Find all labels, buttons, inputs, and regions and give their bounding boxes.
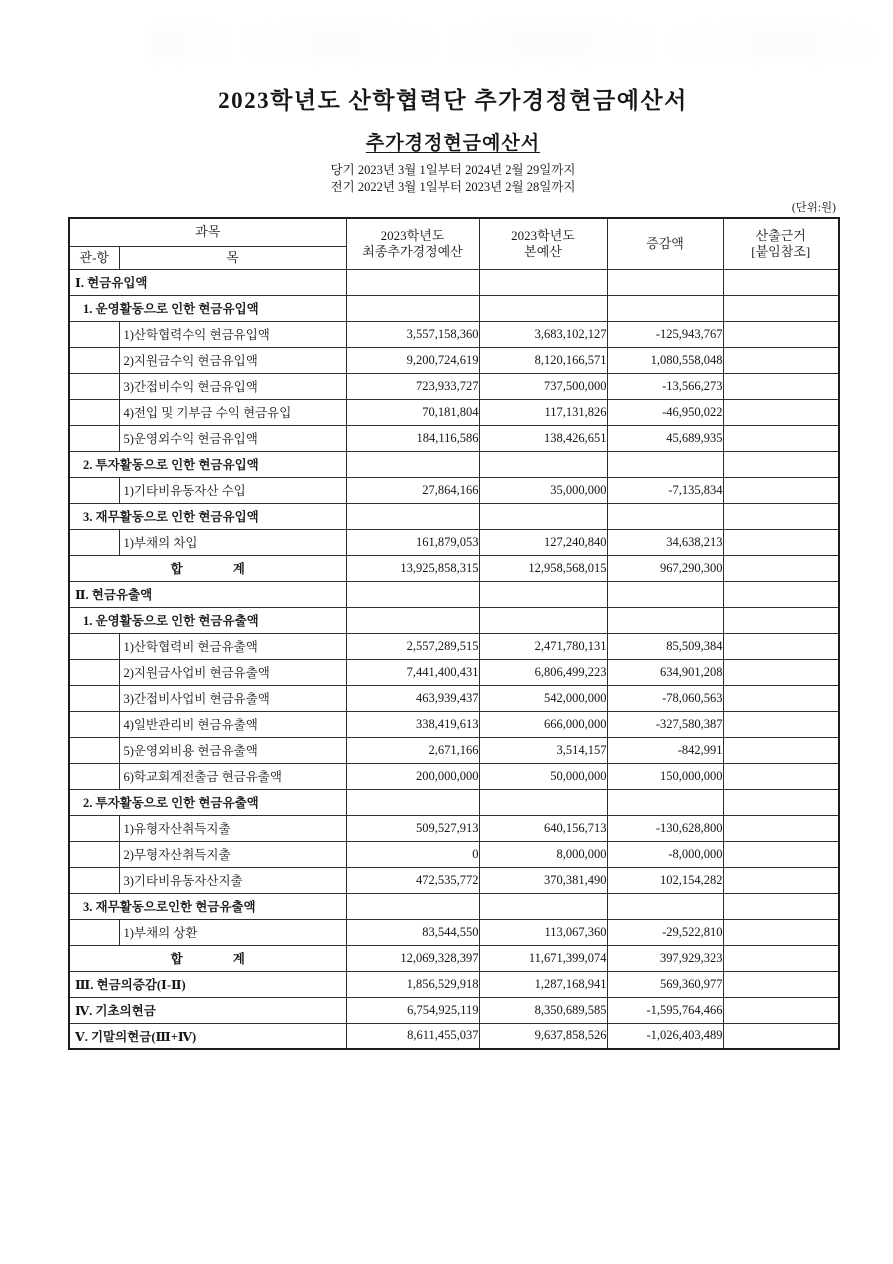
- change-amount-cell: 1,080,558,048: [607, 347, 723, 373]
- gwan-hang-cell: [69, 373, 119, 399]
- final-budget-amount-cell: 8,611,455,037: [346, 1023, 479, 1049]
- final-budget-amount-cell: [346, 269, 479, 295]
- final-budget-amount-cell: 7,441,400,431: [346, 659, 479, 685]
- original-budget-amount-cell: 8,000,000: [479, 841, 607, 867]
- row-label-cell: 3)간접비수익 현금유입액: [119, 373, 346, 399]
- original-budget-amount-cell: 640,156,713: [479, 815, 607, 841]
- header-change: 증감액: [607, 218, 723, 269]
- change-amount-cell: 967,290,300: [607, 555, 723, 581]
- header-final-budget: [346, 218, 479, 269]
- basis-cell: [723, 581, 839, 607]
- row-label-cell: 2. 투자활동으로 인한 현금유출액: [69, 789, 346, 815]
- table-row: [69, 1023, 839, 1049]
- table-row: [69, 295, 839, 321]
- table-row: [69, 893, 839, 919]
- row-label-cell: 1)기타비유동자산 수입: [119, 477, 346, 503]
- original-budget-amount-cell: 117,131,826: [479, 399, 607, 425]
- table-row: [69, 607, 839, 633]
- basis-cell: [723, 685, 839, 711]
- final-budget-amount-cell: 6,754,925,119: [346, 997, 479, 1023]
- table-row: [69, 867, 839, 893]
- original-budget-amount-cell: 12,958,568,015: [479, 555, 607, 581]
- original-budget-amount-cell: 1,287,168,941: [479, 971, 607, 997]
- table-row: [69, 945, 839, 971]
- gwan-hang-cell: [69, 529, 119, 555]
- change-amount-cell: [607, 607, 723, 633]
- table-row: [69, 581, 839, 607]
- final-budget-amount-cell: 2,557,289,515: [346, 633, 479, 659]
- document-title: 2023학년도 산학협력단 추가경정현금예산서: [218, 88, 688, 113]
- gwan-hang-cell: [69, 815, 119, 841]
- basis-cell: [723, 867, 839, 893]
- table-row: [69, 763, 839, 789]
- change-amount-cell: [607, 789, 723, 815]
- change-amount-cell: 634,901,208: [607, 659, 723, 685]
- final-budget-amount-cell: 463,939,437: [346, 685, 479, 711]
- header-original-budget-line1: 2023학년도: [511, 227, 575, 243]
- original-budget-amount-cell: [479, 893, 607, 919]
- change-amount-cell: [607, 581, 723, 607]
- original-budget-amount-cell: 138,426,651: [479, 425, 607, 451]
- final-budget-amount-cell: [346, 295, 479, 321]
- final-budget-amount-cell: 200,000,000: [346, 763, 479, 789]
- row-label-cell: 1)부채의 차입: [119, 529, 346, 555]
- table-row: [69, 269, 839, 295]
- gwan-hang-cell: [69, 867, 119, 893]
- change-amount-cell: -78,060,563: [607, 685, 723, 711]
- change-amount-cell: -1,026,403,489: [607, 1023, 723, 1049]
- change-amount-cell: -8,000,000: [607, 841, 723, 867]
- basis-cell: [723, 763, 839, 789]
- gwan-hang-cell: [69, 685, 119, 711]
- change-amount-cell: [607, 295, 723, 321]
- basis-cell: [723, 451, 839, 477]
- final-budget-amount-cell: 723,933,727: [346, 373, 479, 399]
- final-budget-amount-cell: 3,557,158,360: [346, 321, 479, 347]
- original-budget-amount-cell: 6,806,499,223: [479, 659, 607, 685]
- basis-cell: [723, 607, 839, 633]
- row-label-cell: 3. 재무활동으로 인한 현금유입액: [69, 503, 346, 529]
- original-budget-amount-cell: 8,350,689,585: [479, 997, 607, 1023]
- basis-cell: [723, 893, 839, 919]
- header-basis-line1: 산출근거: [755, 227, 806, 243]
- budget-table: [68, 217, 840, 1050]
- row-label-cell: 3. 재무활동으로인한 현금유출액: [69, 893, 346, 919]
- original-budget-amount-cell: [479, 451, 607, 477]
- change-amount-cell: -842,991: [607, 737, 723, 763]
- basis-cell: [723, 425, 839, 451]
- row-label-cell: 1. 운영활동으로 인한 현금유출액: [69, 607, 346, 633]
- row-label-cell: 2)무형자산취득지출: [119, 841, 346, 867]
- header-gwan-hang: 관-항: [69, 246, 119, 269]
- basis-cell: [723, 555, 839, 581]
- period-block: [68, 162, 838, 196]
- basis-cell: [723, 503, 839, 529]
- final-budget-amount-cell: [346, 893, 479, 919]
- row-label-cell: 1)유형자산취득지출: [119, 815, 346, 841]
- basis-cell: [723, 841, 839, 867]
- table-row: [69, 347, 839, 373]
- gwan-hang-cell: [69, 841, 119, 867]
- final-budget-amount-cell: [346, 503, 479, 529]
- header-final-budget-line2: 최종추가경정예산: [362, 243, 463, 259]
- row-label-cell: 합 계: [69, 555, 346, 581]
- original-budget-amount-cell: 8,120,166,571: [479, 347, 607, 373]
- gwan-hang-cell: [69, 321, 119, 347]
- change-amount-cell: [607, 893, 723, 919]
- basis-cell: [723, 1023, 839, 1049]
- row-label-cell: 1)부채의 상환: [119, 919, 346, 945]
- table-row: [69, 399, 839, 425]
- basis-cell: [723, 347, 839, 373]
- gwan-hang-cell: [69, 659, 119, 685]
- change-amount-cell: -327,580,387: [607, 711, 723, 737]
- change-amount-cell: 85,509,384: [607, 633, 723, 659]
- basis-cell: [723, 659, 839, 685]
- change-amount-cell: -130,628,800: [607, 815, 723, 841]
- row-label-cell: 5)운영외수익 현금유입액: [119, 425, 346, 451]
- row-label-cell: 4)일반관리비 현금유출액: [119, 711, 346, 737]
- basis-cell: [723, 295, 839, 321]
- basis-cell: [723, 789, 839, 815]
- row-label-cell: 3)간접비사업비 현금유출액: [119, 685, 346, 711]
- final-budget-amount-cell: 27,864,166: [346, 477, 479, 503]
- row-label-cell: 6)학교회계전출금 현금유출액: [119, 763, 346, 789]
- row-label-cell: Ⅰ. 현금유입액: [69, 269, 346, 295]
- row-label-cell: 4)전입 및 기부금 수익 현금유입: [119, 399, 346, 425]
- original-budget-amount-cell: [479, 269, 607, 295]
- gwan-hang-cell: [69, 425, 119, 451]
- gwan-hang-cell: [69, 477, 119, 503]
- table-row: [69, 789, 839, 815]
- basis-cell: [723, 971, 839, 997]
- change-amount-cell: 150,000,000: [607, 763, 723, 789]
- change-amount-cell: [607, 503, 723, 529]
- table-row: [69, 685, 839, 711]
- change-amount-cell: 569,360,977: [607, 971, 723, 997]
- row-label-cell: 1. 운영활동으로 인한 현금유입액: [69, 295, 346, 321]
- change-amount-cell: -46,950,022: [607, 399, 723, 425]
- gwan-hang-cell: [69, 347, 119, 373]
- basis-cell: [723, 919, 839, 945]
- table-row: [69, 477, 839, 503]
- change-amount-cell: 102,154,282: [607, 867, 723, 893]
- table-row: [69, 737, 839, 763]
- row-label-cell: Ⅲ. 현금의증감(Ⅰ-Ⅱ): [69, 971, 346, 997]
- row-label-cell: 5)운영외비용 현금유출액: [119, 737, 346, 763]
- change-amount-cell: 34,638,213: [607, 529, 723, 555]
- original-budget-amount-cell: 370,381,490: [479, 867, 607, 893]
- gwan-hang-cell: [69, 763, 119, 789]
- basis-cell: [723, 737, 839, 763]
- original-budget-amount-cell: [479, 607, 607, 633]
- original-budget-amount-cell: [479, 295, 607, 321]
- change-amount-cell: [607, 269, 723, 295]
- final-budget-amount-cell: 2,671,166: [346, 737, 479, 763]
- final-budget-amount-cell: 338,419,613: [346, 711, 479, 737]
- change-amount-cell: -29,522,810: [607, 919, 723, 945]
- table-row: [69, 971, 839, 997]
- budget-table-body: [69, 269, 839, 1049]
- final-budget-amount-cell: [346, 451, 479, 477]
- original-budget-amount-cell: 542,000,000: [479, 685, 607, 711]
- change-amount-cell: 45,689,935: [607, 425, 723, 451]
- final-budget-amount-cell: 509,527,913: [346, 815, 479, 841]
- basis-cell: [723, 529, 839, 555]
- row-label-cell: 3)기타비유동자산지출: [119, 867, 346, 893]
- gwan-hang-cell: [69, 633, 119, 659]
- final-budget-amount-cell: 9,200,724,619: [346, 347, 479, 373]
- original-budget-amount-cell: [479, 581, 607, 607]
- row-label-cell: 2)지원금사업비 현금유출액: [119, 659, 346, 685]
- basis-cell: [723, 945, 839, 971]
- gwan-hang-cell: [69, 399, 119, 425]
- change-amount-cell: 397,929,323: [607, 945, 723, 971]
- original-budget-amount-cell: [479, 789, 607, 815]
- final-budget-amount-cell: 70,181,804: [346, 399, 479, 425]
- basis-cell: [723, 373, 839, 399]
- original-budget-amount-cell: 737,500,000: [479, 373, 607, 399]
- table-row: [69, 997, 839, 1023]
- original-budget-amount-cell: 50,000,000: [479, 763, 607, 789]
- header-original-budget-line2: 본예산: [524, 243, 562, 259]
- original-budget-amount-cell: 127,240,840: [479, 529, 607, 555]
- table-row: [69, 451, 839, 477]
- final-budget-amount-cell: 1,856,529,918: [346, 971, 479, 997]
- original-budget-amount-cell: 11,671,399,074: [479, 945, 607, 971]
- gwan-hang-cell: [69, 711, 119, 737]
- final-budget-amount-cell: 13,925,858,315: [346, 555, 479, 581]
- header-basis-line2: [붙임참조]: [751, 243, 811, 259]
- basis-cell: [723, 321, 839, 347]
- document-subtitle: 추가경정현금예산서: [365, 133, 541, 154]
- final-budget-amount-cell: 472,535,772: [346, 867, 479, 893]
- row-label-cell: 2)지원금수익 현금유입액: [119, 347, 346, 373]
- row-label-cell: 1)산학협력비 현금유출액: [119, 633, 346, 659]
- row-label-cell: 2. 투자활동으로 인한 현금유입액: [69, 451, 346, 477]
- table-row: [69, 815, 839, 841]
- period-previous: 전기 2022년 3월 1일부터 2023년 2월 28일까지: [330, 180, 576, 194]
- basis-cell: [723, 477, 839, 503]
- final-budget-amount-cell: 12,069,328,397: [346, 945, 479, 971]
- header-basis: [723, 218, 839, 269]
- row-label-cell: 합 계: [69, 945, 346, 971]
- original-budget-amount-cell: 35,000,000: [479, 477, 607, 503]
- table-row: [69, 633, 839, 659]
- header-mok: 목: [119, 246, 346, 269]
- row-label-cell: Ⅳ. 기초의현금: [69, 997, 346, 1023]
- original-budget-amount-cell: 113,067,360: [479, 919, 607, 945]
- header-final-budget-line1: 2023학년도: [380, 227, 445, 243]
- basis-cell: [723, 997, 839, 1023]
- change-amount-cell: [607, 451, 723, 477]
- header-original-budget: [479, 218, 607, 269]
- final-budget-amount-cell: 161,879,053: [346, 529, 479, 555]
- change-amount-cell: -13,566,273: [607, 373, 723, 399]
- table-row: [69, 841, 839, 867]
- period-current: 당기 2023년 3월 1일부터 2024년 2월 29일까지: [330, 163, 576, 177]
- table-row: [69, 659, 839, 685]
- final-budget-amount-cell: 184,116,586: [346, 425, 479, 451]
- original-budget-amount-cell: 3,514,157: [479, 737, 607, 763]
- basis-cell: [723, 711, 839, 737]
- unit-note: (단위:원): [791, 202, 836, 214]
- change-amount-cell: -7,135,834: [607, 477, 723, 503]
- original-budget-amount-cell: 2,471,780,131: [479, 633, 607, 659]
- basis-cell: [723, 815, 839, 841]
- table-row: [69, 919, 839, 945]
- table-row: [69, 425, 839, 451]
- original-budget-amount-cell: [479, 503, 607, 529]
- final-budget-amount-cell: [346, 607, 479, 633]
- basis-cell: [723, 269, 839, 295]
- row-label-cell: Ⅱ. 현금유출액: [69, 581, 346, 607]
- gwan-hang-cell: [69, 737, 119, 763]
- original-budget-amount-cell: 9,637,858,526: [479, 1023, 607, 1049]
- final-budget-amount-cell: 83,544,550: [346, 919, 479, 945]
- final-budget-amount-cell: 0: [346, 841, 479, 867]
- row-label-cell: 1)산학협력수익 현금유입액: [119, 321, 346, 347]
- table-row: [69, 321, 839, 347]
- document-content: [68, 0, 838, 1050]
- table-row: [69, 373, 839, 399]
- change-amount-cell: -1,595,764,466: [607, 997, 723, 1023]
- change-amount-cell: -125,943,767: [607, 321, 723, 347]
- basis-cell: [723, 399, 839, 425]
- gwan-hang-cell: [69, 919, 119, 945]
- table-row: [69, 555, 839, 581]
- final-budget-amount-cell: [346, 789, 479, 815]
- basis-cell: [723, 633, 839, 659]
- table-row: [69, 529, 839, 555]
- final-budget-amount-cell: [346, 581, 479, 607]
- row-label-cell: Ⅴ. 기말의현금(Ⅲ+Ⅳ): [69, 1023, 346, 1049]
- original-budget-amount-cell: 666,000,000: [479, 711, 607, 737]
- table-row: [69, 711, 839, 737]
- header-subject: 과목: [69, 218, 346, 246]
- budget-table-header: [69, 218, 839, 269]
- original-budget-amount-cell: 3,683,102,127: [479, 321, 607, 347]
- table-row: [69, 503, 839, 529]
